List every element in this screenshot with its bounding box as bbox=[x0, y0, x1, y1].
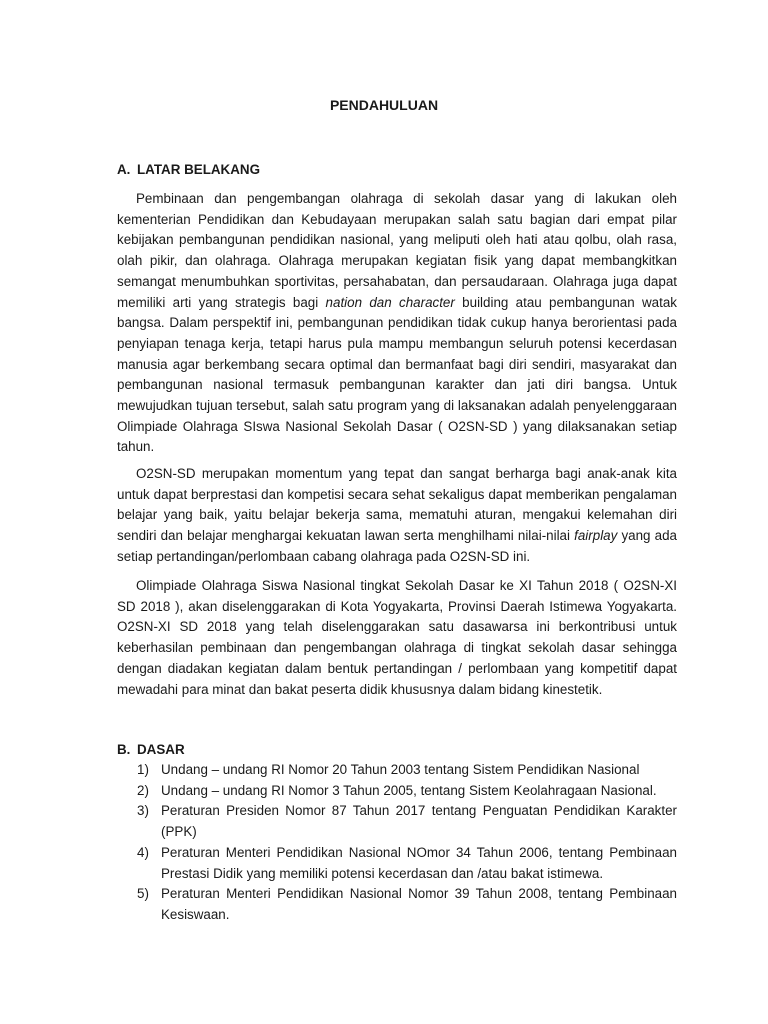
paragraph-1-text-a: Pembinaan dan pengembangan olahraga di sekolah dasar yang di lakukan oleh kementerian Pendidikan dan Kebudayaan merupakan salah satu bagian dari empat pilar kebijakan pembangunan pendidikan nasional, yang meliputi oleh hati atau qolbu, olah rasa, olah pikir, dan olahraga. Olahraga merupakan kegiatan fisik yang dapat membangkitkan semangat menumbuhkan sportivitas, persahabatan, dan persaudaraan. Olahraga juga dapat memiliki arti yang strategis bagi bbox=[117, 191, 677, 310]
list-item-text: Peraturan Presiden Nomor 87 Tahun 2017 tentang Penguatan Pendidikan Karakter (PPK) bbox=[161, 803, 677, 840]
paragraph-2-text-a: O2SN-SD merupakan momentum yang tepat dan sangat berharga bagi anak-anak kita untuk dapat berprestasi dan kompetisi secara sehat sekaligus dapat memberikan pengalaman belajar yang baik, yaitu belajar bekerja sama, mematuhi aturan, mengakui kelemahan diri sendiri dan belajar menghargai kekuatan lawan serta menghilhami nilai-nilai bbox=[117, 466, 677, 544]
list-item bbox=[117, 801, 677, 842]
list-item bbox=[117, 760, 677, 781]
list-item-number: 2) bbox=[137, 782, 149, 798]
paragraph-2-text-b: yang ada setiap pertandingan/perlombaan cabang olahraga pada O2SN-SD ini. bbox=[117, 528, 677, 564]
section-b-letter: B. bbox=[117, 742, 131, 757]
paragraph-2 bbox=[117, 464, 677, 568]
section-b-title: DASAR bbox=[137, 742, 185, 757]
list-item-text: Undang – undang RI Nomor 20 Tahun 2003 tentang Sistem Pendidikan Nasional bbox=[161, 762, 640, 777]
list-item bbox=[117, 843, 677, 884]
section-a-letter: A. bbox=[117, 162, 131, 177]
paragraph-1 bbox=[117, 189, 677, 458]
section-a-heading bbox=[117, 160, 260, 181]
paragraph-3: Olimpiade Olahraga Siswa Nasional tingkat Sekolah Dasar ke XI Tahun 2018 ( O2SN-XI SD 2018 ), akan diselenggarakan di Kota Yogyakarta, Provinsi Daerah Istimewa Yogyakarta. O2SN-XI SD 2018 yang telah diselenggarakan satu dasawarsa ini berkontribusi untuk keberhasilan pembinaan dan pengembangan olahraga di tingkat sekolah dasar sehingga dengan diadakan kegiatan dalam bentuk pertandingan / perlombaan yang kompetitif dapat mewadahi para minat dan bakat peserta didik khususnya dalam bidang kinestetik. bbox=[117, 578, 677, 697]
paragraph-1-text-b: building atau pembangunan watak bangsa. Dalam perspektif ini, pembangunan pendidikan tidak cukup hanya berorientasi pada penyiapan tenaga kerja, tetapi harus pula mampu membangun seluruh potensi kecerdasan manusia agar berkembang secara optimal dan bermanfaat bagi diri sendiri, masyarakat dan pembangunan nasional termasuk pembangunan karakter dan jati diri bangsa. Untuk mewujudkan tujuan tersebut, salah satu program yang di laksanakan adalah penyelenggaraan Olimpiade Olahraga SIswa Nasional Sekolah Dasar ( O2SN-SD ) yang dilaksanakan setiap tahun. bbox=[117, 294, 677, 455]
list-item bbox=[117, 781, 677, 802]
page-title: PENDAHULUAN bbox=[329, 97, 439, 113]
list-item-number: 1) bbox=[137, 762, 149, 777]
dasar-list bbox=[117, 760, 677, 926]
list-item bbox=[117, 884, 677, 925]
list-item-text: Peraturan Menteri Pendidikan Nasional Nomor 39 Tahun 2008, tentang Pembinaan Kesiswaan. bbox=[161, 886, 677, 922]
section-b-heading bbox=[117, 740, 185, 761]
paragraph-2-italic: fairplay bbox=[574, 528, 618, 544]
list-item-text: Undang – undang RI Nomor 3 Tahun 2005, tentang Sistem Keolahragaan Nasional. bbox=[161, 782, 657, 798]
section-a-title: LATAR BELAKANG bbox=[137, 162, 260, 177]
list-item-number: 5) bbox=[137, 886, 149, 902]
list-item-number: 3) bbox=[137, 803, 149, 819]
list-item-text: Peraturan Menteri Pendidikan Nasional NOmor 34 Tahun 2006, tentang Pembinaan Prestasi Didik yang memiliki potensi kecerdasan dan /atau bakat istimewa. bbox=[161, 844, 677, 881]
paragraph-1-italic: nation dan character bbox=[325, 294, 455, 310]
list-item-number: 4) bbox=[137, 844, 149, 860]
